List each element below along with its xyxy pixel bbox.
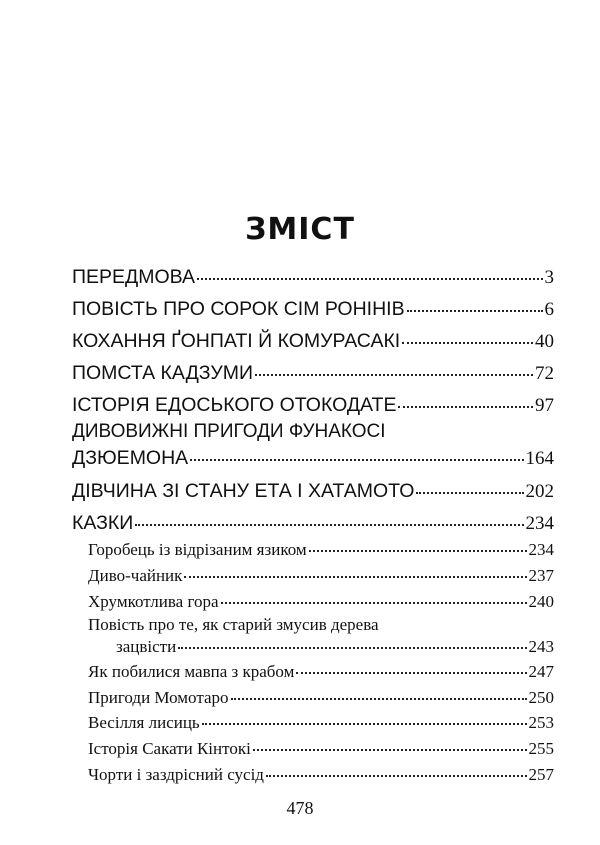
toc-entry-page: 237 [528, 566, 554, 585]
toc-entry-label: ПОМСТА КАДЗУМИ [72, 362, 253, 384]
toc-entry-label: Як побилися мавпа з крабом [88, 662, 295, 681]
dot-leader [398, 406, 533, 408]
toc-entry-label: КАЗКИ [72, 512, 134, 534]
toc-entry-label: Пригоди Момотаро [88, 688, 229, 707]
dot-leader [407, 310, 543, 312]
toc-subentry[interactable] [0, 592, 600, 612]
page-title: ЗМІСТ [245, 212, 355, 247]
toc-entry-label: Весілля лисиць [88, 713, 200, 732]
toc-entry-label: ДЗЮЕМОНА [72, 447, 189, 469]
dot-leader [253, 749, 527, 751]
toc-entry-label: Хрумкотлива гора [88, 592, 219, 611]
toc-entry-page: 234 [528, 540, 554, 559]
dot-leader [296, 672, 526, 674]
toc-entry-label: ДІВЧИНА ЗІ СТАНУ ЕТА І ХАТАМОТО [72, 480, 415, 502]
toc-entry-label: ІСТОРІЯ ЕДОСЬКОГО ОТОКОДАТЕ [72, 394, 397, 416]
toc-entry-label-line1: ДИВОВИЖНІ ПРИГОДИ ФУНАКОСІ [72, 421, 386, 442]
toc-entry-page: 164 [525, 448, 554, 469]
toc-entry-label: Горобець із відрізаним язиком [88, 540, 307, 559]
toc-entry-preface[interactable] [0, 266, 600, 289]
dot-leader [416, 492, 523, 494]
toc-entry-page: 247 [528, 662, 554, 681]
toc-entry-label: зацвісти [116, 637, 177, 656]
toc-entry-label-line1: Повість про те, як старий змусив дерева [88, 615, 379, 634]
toc-entry-page: 6 [544, 299, 554, 320]
dot-leader [402, 342, 533, 344]
dot-leader [135, 524, 523, 526]
toc-entry-gonpati[interactable] [0, 330, 600, 353]
dot-leader [197, 278, 542, 280]
toc-entry-page: 250 [528, 688, 554, 707]
dot-leader [184, 576, 526, 578]
toc-subentry[interactable] [0, 688, 600, 708]
dot-leader [255, 374, 533, 376]
toc-entry-eta[interactable] [0, 480, 600, 503]
toc-entry-page: 97 [535, 395, 554, 416]
toc-entry-page: 40 [535, 331, 554, 352]
toc-entry-label: ПЕРЕДМОВА [72, 266, 196, 288]
toc-entry-label: Чорти і заздрісний сусід [88, 765, 264, 784]
toc-entry-kazky[interactable] [0, 512, 600, 535]
toc-entry-label: Історія Сакати Кінтокі [88, 739, 251, 758]
toc-entry-page: 202 [525, 481, 554, 502]
dot-leader [231, 698, 527, 700]
toc-entry-page: 243 [528, 637, 554, 656]
toc-entry-funakosi[interactable] [0, 447, 600, 470]
toc-subentry[interactable] [0, 566, 600, 586]
toc-entry-page: 257 [528, 765, 554, 784]
toc-subentry[interactable] [0, 739, 600, 759]
dot-leader [309, 550, 527, 552]
toc-entry-label: КОХАННЯ ҐОНПАТІ Й КОМУРАСАКІ [72, 330, 401, 352]
toc-entry-page: 234 [525, 513, 554, 534]
toc-entry-page: 253 [528, 713, 554, 732]
toc-entry-47-ronin[interactable] [0, 298, 600, 321]
dot-leader [221, 602, 527, 604]
toc-entry-page: 72 [535, 363, 554, 384]
toc-subentry[interactable] [0, 540, 600, 560]
toc-subentry[interactable] [0, 637, 600, 657]
toc-entry-page: 3 [544, 267, 554, 288]
toc-entry-page: 255 [528, 739, 554, 758]
dot-leader [178, 647, 526, 649]
page-number: 478 [286, 798, 314, 818]
toc-entry-page: 240 [528, 592, 554, 611]
toc-subentry[interactable] [0, 662, 600, 682]
toc-entry-label: Диво-чайник [88, 566, 183, 585]
toc-subentry[interactable] [0, 713, 600, 733]
toc-entry-kadzumi[interactable] [0, 362, 600, 385]
dot-leader [202, 723, 527, 725]
toc-entry-otokodate[interactable] [0, 394, 600, 417]
dot-leader [190, 459, 523, 461]
dot-leader [266, 775, 527, 777]
toc-subentry[interactable] [0, 765, 600, 785]
toc-entry-label: ПОВІСТЬ ПРО СОРОК СІМ РОНІНІВ [72, 298, 405, 320]
